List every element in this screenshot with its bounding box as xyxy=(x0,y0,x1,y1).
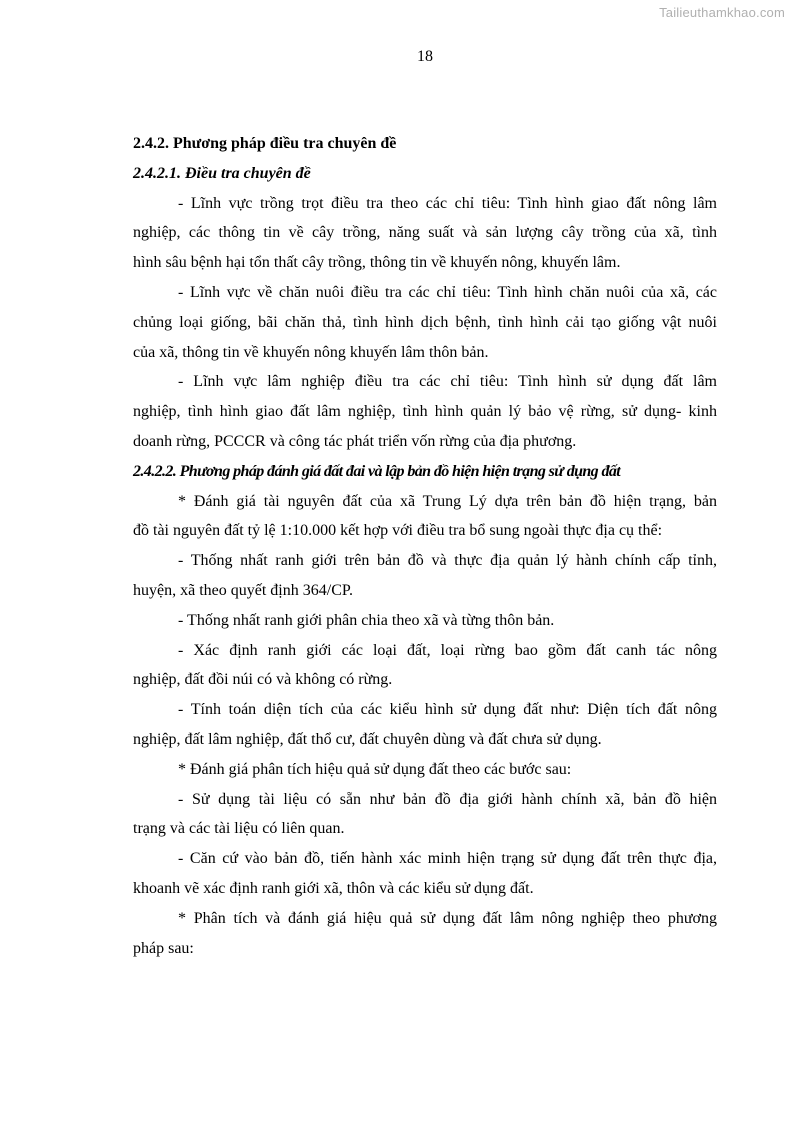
subsection-heading: 2.4.2.1. Điều tra chuyên đề xyxy=(133,164,311,182)
paragraph-line: - Thống nhất ranh giới trên bản đồ và thực địa quản lý hành chính cấp tỉnh, xyxy=(178,552,717,570)
paragraph-line: nghiệp, tình hình giao đất lâm nghiệp, tình hình quản lý bảo vệ rừng, sử dụng- kinh xyxy=(133,403,717,421)
document-body xyxy=(133,129,717,963)
paragraph-line: - Căn cứ vào bản đồ, tiến hành xác minh hiện trạng sử dụng đất trên thực địa, xyxy=(178,850,717,868)
paragraph-line: huyện, xã theo quyết định 364/CP. xyxy=(133,581,353,599)
paragraph-line: nghiệp, các thông tin về cây trồng, năng suất và sản lượng cây trồng của xã, tình xyxy=(133,224,717,242)
paragraph-line: nghiệp, đất lâm nghiệp, đất thổ cư, đất chuyên dùng và đất chưa sử dụng. xyxy=(133,730,602,748)
paragraph-line: * Đánh giá phân tích hiệu quả sử dụng đất theo các bước sau: xyxy=(178,760,572,778)
paragraph-line: - Thống nhất ranh giới phân chia theo xã và từng thôn bản. xyxy=(178,611,555,629)
watermark: Tailieuthamkhao.com xyxy=(659,5,785,20)
page-number: 18 xyxy=(417,48,433,65)
paragraph-line: - Lĩnh vực lâm nghiệp điều tra các chỉ tiêu: Tình hình sử dụng đất lâm xyxy=(178,373,717,391)
paragraph-line: của xã, thông tin về khuyến nông khuyến lâm thôn bản. xyxy=(133,343,489,361)
paragraph-line: khoanh vẽ xác định ranh giới xã, thôn và các kiểu sử dụng đất. xyxy=(133,879,534,897)
paragraph-line: nghiệp, đất đồi núi có và không có rừng. xyxy=(133,671,393,689)
paragraph-line: * Phân tích và đánh giá hiệu quả sử dụng đất lâm nông nghiệp theo phương xyxy=(178,909,717,927)
paragraph-line: pháp sau: xyxy=(133,939,194,957)
paragraph-line: - Lĩnh vực trồng trọt điều tra theo các chỉ tiêu: Tình hình giao đất nông lâm xyxy=(178,194,717,212)
paragraph-line: hình sâu bệnh hại tổn thất cây trồng, thông tin về khuyến nông, khuyến lâm. xyxy=(133,254,621,272)
paragraph-line: - Lĩnh vực về chăn nuôi điều tra các chỉ tiêu: Tình hình chăn nuôi của xã, các xyxy=(178,283,717,301)
subsection-heading: 2.4.2.2. Phương pháp đánh giá đất đai và lập bản đồ hiện hiện trạng sử dụng đất xyxy=(133,462,621,480)
section-heading: 2.4.2. Phương pháp điều tra chuyên đề xyxy=(133,135,397,152)
paragraph-line: doanh rừng, PCCCR và công tác phát triển vốn rừng của địa phương. xyxy=(133,432,577,450)
paragraph-line: đồ tài nguyên đất tỷ lệ 1:10.000 kết hợp với điều tra bổ sung ngoài thực địa cụ thể: xyxy=(133,522,663,540)
paragraph-line: chủng loại giống, bãi chăn thả, tình hình dịch bệnh, tình hình cải tạo giống vật nuôi xyxy=(133,313,717,331)
paragraph-line: - Sử dụng tài liệu có sẵn như bản đồ địa giới hành chính xã, bản đồ hiện xyxy=(178,790,717,808)
paragraph-line: trạng và các tài liệu có liên quan. xyxy=(133,820,345,838)
paragraph-line: * Đánh giá tài nguyên đất của xã Trung Lý dựa trên bản đồ hiện trạng, bản xyxy=(178,492,717,510)
paragraph-line: - Xác định ranh giới các loại đất, loại rừng bao gồm đất canh tác nông xyxy=(178,641,717,659)
paragraph-line: - Tính toán diện tích của các kiểu hình sử dụng đất như: Diện tích đất nông xyxy=(178,701,717,719)
